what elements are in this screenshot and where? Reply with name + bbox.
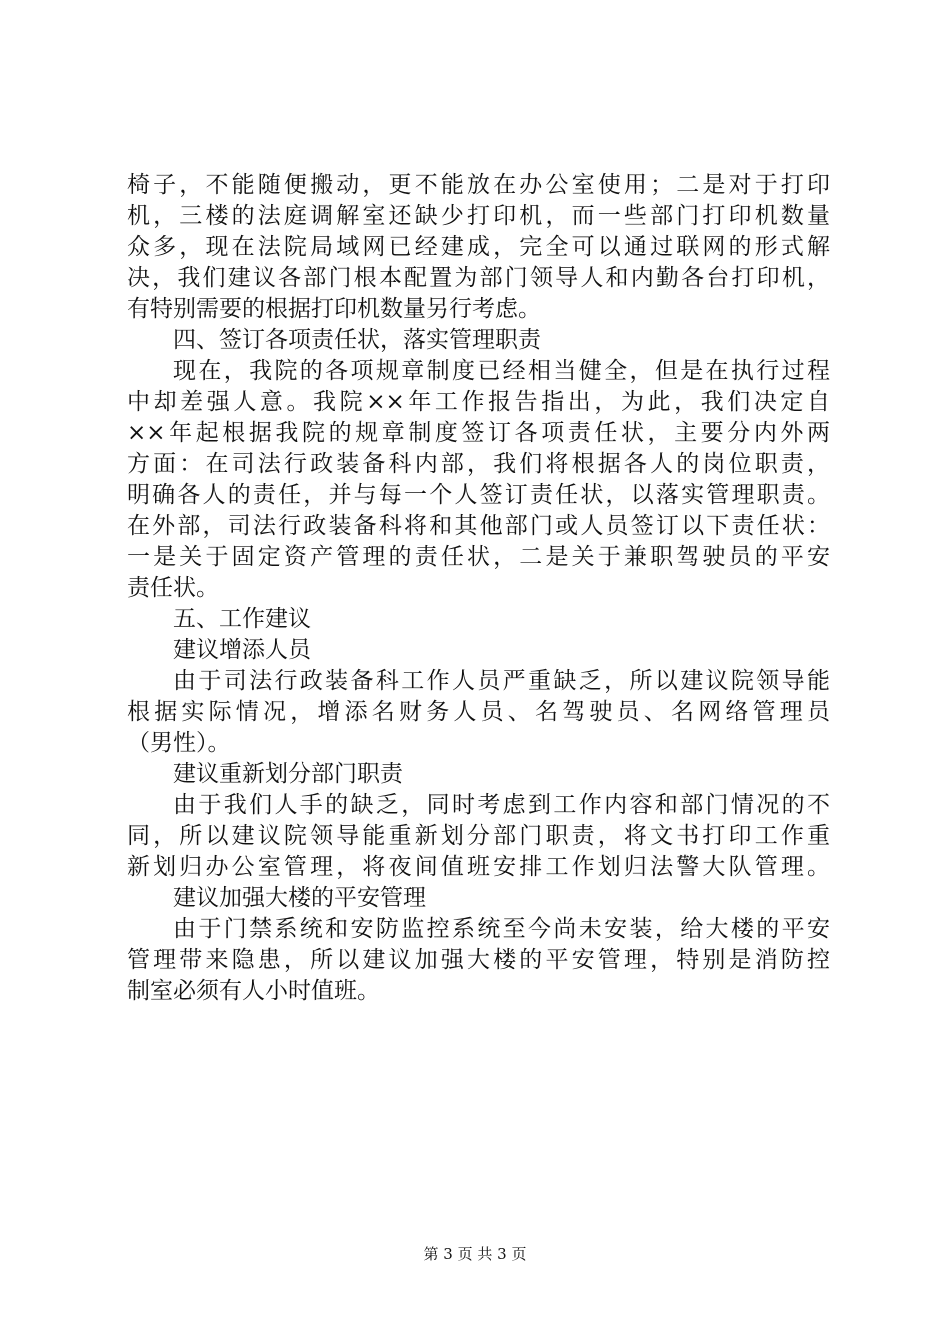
text-line: 由于我们人手的缺乏，同时考虑到工作内容和部门情况的不 (173, 792, 830, 818)
text-line: 一是关于固定资产管理的责任状，二是关于兼职驾驶员的平安 (127, 544, 830, 570)
text-line: ××年起根据我院的规章制度签订各项责任状，主要分内外两 (127, 420, 830, 446)
text-line: 新划归办公室管理，将夜间值班安排工作划归法警大队管理。 (127, 854, 830, 880)
text-line: 建议增添人员 (173, 637, 311, 663)
text-line: 由于司法行政装备科工作人员严重缺乏，所以建议院领导能 (173, 668, 830, 694)
text-line: 机，三楼的法庭调解室还缺少打印机，而一些部门打印机数量 (127, 203, 830, 229)
text-line: 由于门禁系统和安防监控系统至今尚未安装，给大楼的平安 (173, 916, 830, 942)
text-line: 建议加强大楼的平安管理 (173, 885, 426, 911)
text-line: 制室必须有人小时值班。 (127, 978, 380, 1004)
text-line: 根据实际情况，增添名财务人员、名驾驶员、名网络管理员 (127, 699, 830, 725)
text-line: 决，我们建议各部门根本配置为部门领导人和内勤各台打印机， (127, 265, 830, 291)
text-line: 同，所以建议院领导能重新划分部门职责，将文书打印工作重 (127, 823, 830, 849)
text-line: 中却差强人意。我院××年工作报告指出，为此，我们决定自 (127, 389, 830, 415)
document-body (127, 170, 830, 1007)
text-line: 椅子，不能随便搬动，更不能放在办公室使用；二是对于打印 (127, 172, 830, 198)
text-line: 建议重新划分部门职责 (173, 761, 403, 787)
text-line: 方面：在司法行政装备科内部，我们将根据各人的岗位职责， (127, 451, 830, 477)
text-line: 四、签订各项责任状，落实管理职责 (173, 327, 541, 353)
text-line: 五、工作建议 (173, 606, 311, 632)
text-line: 明确各人的责任，并与每一个人签订责任状，以落实管理职责。 (127, 482, 830, 508)
text-line: （男性）。 (127, 730, 231, 756)
text-line: 管理带来隐患，所以建议加强大楼的平安管理，特别是消防控 (127, 947, 830, 973)
page-footer: 第 3 页 共 3 页 (423, 1245, 527, 1263)
text-line: 有特别需要的根据打印机数量另行考虑。 (127, 296, 541, 322)
text-line: 众多，现在法院局域网已经建成，完全可以通过联网的形式解 (127, 234, 830, 260)
text-line: 在外部，司法行政装备科将和其他部门或人员签订以下责任状： (127, 513, 830, 539)
text-line: 责任状。 (127, 575, 219, 601)
text-line: 现在，我院的各项规章制度已经相当健全，但是在执行过程 (173, 358, 830, 384)
